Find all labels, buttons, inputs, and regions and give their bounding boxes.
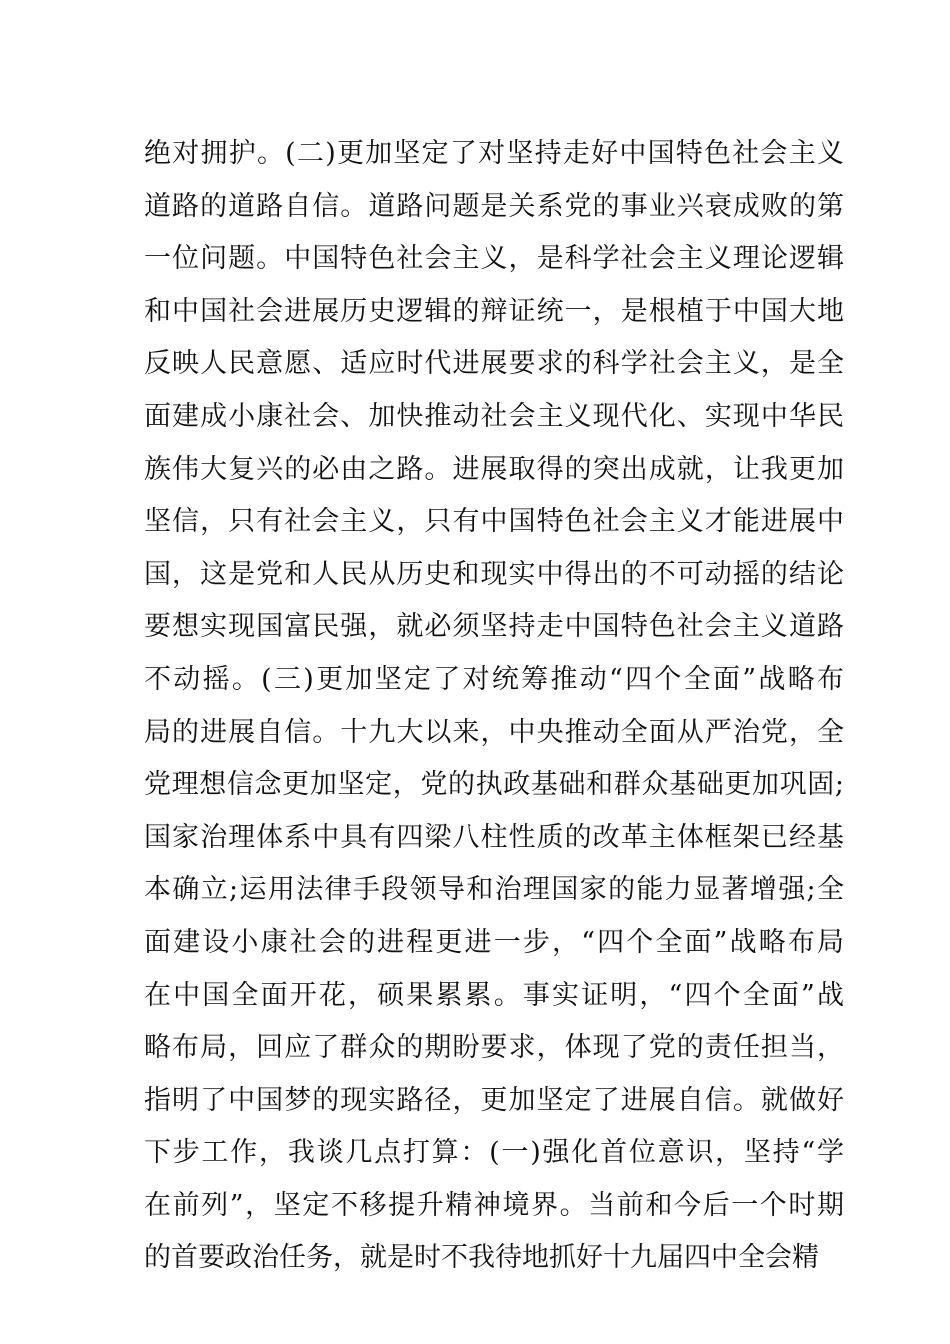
text-line: 面建设小康社会的进程更进一步，“四个全面”战略布局 xyxy=(144,926,844,958)
text-line: 要想实现国富民强，就必须坚持走中国特色社会主义道路 xyxy=(144,611,844,643)
text-line: 党理想信念更加坚定，党的执政基础和群众基础更加巩固; xyxy=(144,769,844,801)
text-line: 绝对拥护。(二)更加坚定了对坚持走好中国特色社会主义 xyxy=(144,138,844,169)
text-line: 反映人民意愿、适应时代进展要求的科学社会主义，是全 xyxy=(144,348,844,380)
text-line: 面建成小康社会、加快推动社会主义现代化、实现中华民 xyxy=(144,400,844,432)
text-line: 在前列”，坚定不移提升精神境界。当前和今后一个时期 xyxy=(144,1189,844,1221)
text-line: 坚信，只有社会主义，只有中国特色社会主义才能进展中 xyxy=(144,506,844,538)
text-line: 道路的道路自信。道路问题是关系党的事业兴衰成败的第 xyxy=(144,190,844,222)
text-line: 本确立;运用法律手段领导和治理国家的能力显著增强;全 xyxy=(144,874,844,906)
text-line: 局的进展自信。十九大以来，中央推动全面从严治党，全 xyxy=(144,716,844,748)
text-line: 国家治理体系中具有四梁八柱性质的改革主体框架已经基 xyxy=(144,821,844,853)
text-line: 和中国社会进展历史逻辑的辩证统一，是根植于中国大地 xyxy=(144,295,844,327)
text-line: 在中国全面开花，硕果累累。事实证明，“四个全面”战 xyxy=(144,979,844,1011)
text-line: 一位问题。中国特色社会主义，是科学社会主义理论逻辑 xyxy=(144,243,844,275)
text-line: 略布局，回应了群众的期盼要求，体现了党的责任担当， xyxy=(144,1032,844,1064)
text-line: 国，这是党和人民从历史和现实中得出的不可动摇的结论 xyxy=(144,558,844,590)
text-line: 不动摇。(三)更加坚定了对统筹推动“四个全面”战略布 xyxy=(144,663,844,695)
body-text xyxy=(144,128,844,1285)
text-line: 下步工作，我谈几点打算：(一)强化首位意识，坚持“学 xyxy=(144,1137,844,1169)
text-line: 指明了中国梦的现实路径，更加坚定了进展自信。就做好 xyxy=(144,1084,844,1116)
text-line: 的首要政治任务，就是时不我待地抓好十九届四中全会精 xyxy=(144,1242,819,1274)
text-line: 族伟大复兴的必由之路。进展取得的突出成就，让我更加 xyxy=(144,453,844,485)
